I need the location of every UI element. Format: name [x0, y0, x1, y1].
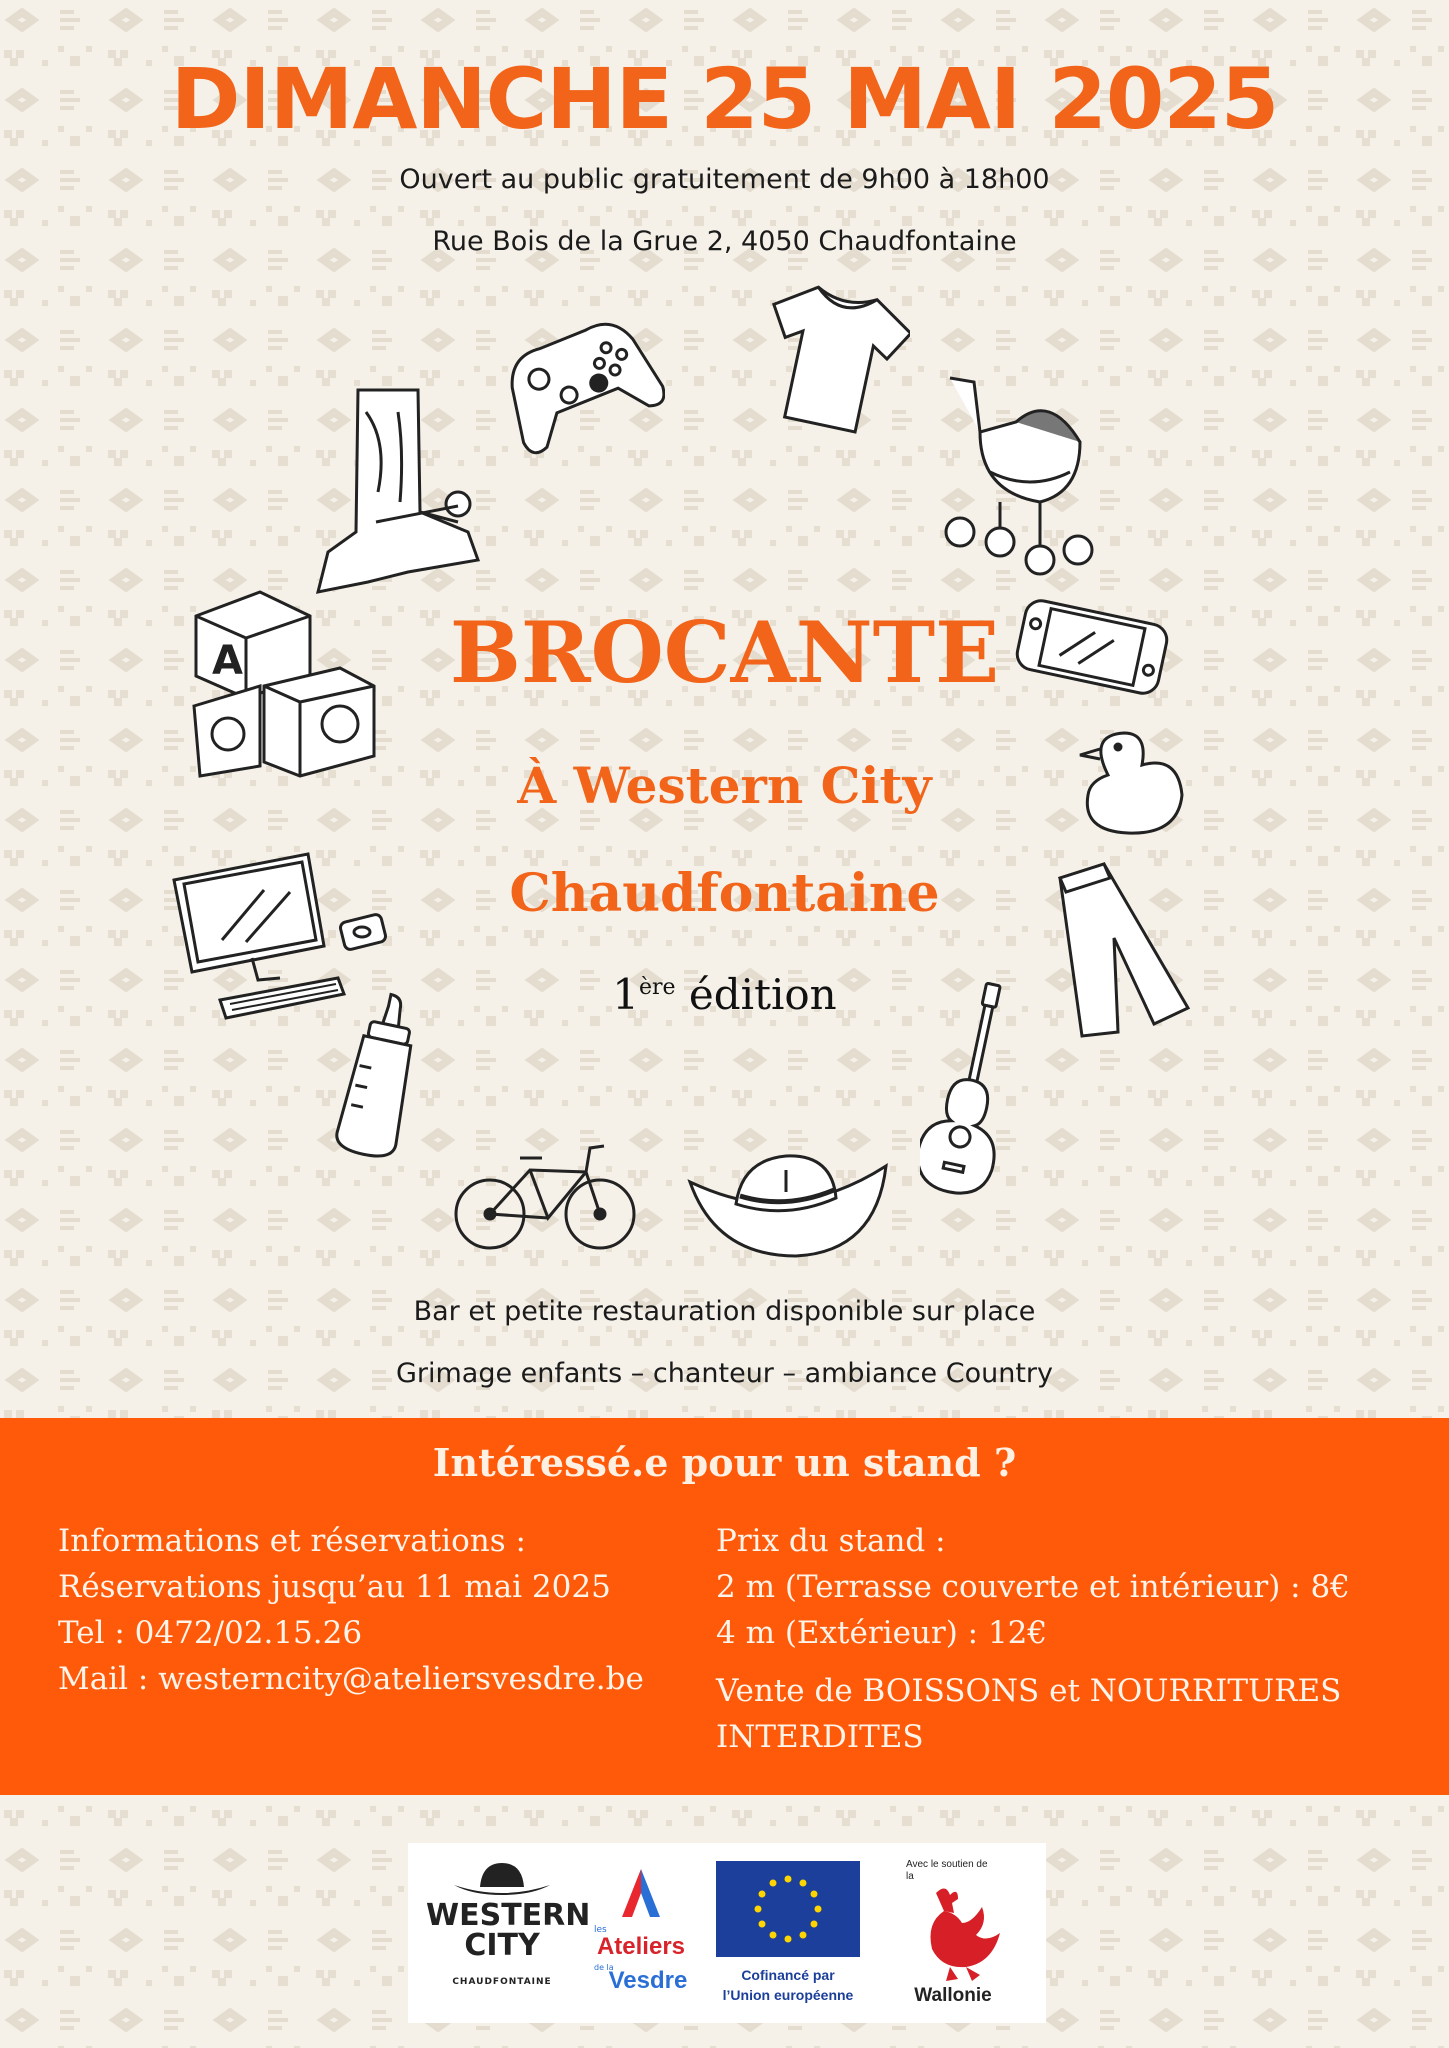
- cowboy-boot-icon: [308, 382, 498, 597]
- event-date: DIMANCHE 25 MAI 2025: [170, 50, 1279, 148]
- edition-word: édition: [675, 970, 837, 1019]
- eu-union: l’Union européenne: [722, 1987, 854, 2003]
- edition-label: [0, 970, 1449, 1019]
- address: Rue Bois de la Grue 2, 4050 Chaudfontaine: [432, 226, 1017, 257]
- sales-restriction-line2: INTERDITES: [716, 1719, 924, 1755]
- amenities-food: Bar et petite restauration disponible sur place: [413, 1296, 1036, 1327]
- ateliers-les: les: [594, 1925, 607, 1935]
- stand-info-panel: [0, 1418, 1449, 1795]
- event-location-line2: Chaudfontaine: [509, 863, 940, 924]
- gamepad-icon: [495, 302, 665, 462]
- price-outdoor: 4 m (Extérieur) : 12€: [716, 1615, 1048, 1651]
- amenities-activities: Grimage enfants – chanteur – ambiance Country: [395, 1358, 1054, 1389]
- vesdre-word: Vesdre: [608, 1967, 688, 1994]
- event-title: BROCANTE: [449, 603, 1000, 702]
- edition-superscript: ère: [639, 975, 676, 1000]
- event-location-line1: À Western City: [517, 756, 932, 815]
- sponsor-logos: [408, 1843, 1046, 2023]
- wallonie-name: Wallonie: [914, 1985, 992, 2006]
- eu-flag-icon: [716, 1861, 860, 1957]
- svg-text:A: A: [212, 638, 243, 684]
- rooster-icon: [906, 1883, 1006, 1983]
- opening-hours: Ouvert au public gratuitement de 9h00 à 18h00: [399, 164, 1050, 195]
- ateliers-a-icon: [620, 1867, 662, 1919]
- eu-cofinance: Cofinancé par: [741, 1967, 835, 1983]
- western-city-logo: [426, 1859, 591, 2009]
- bicycle-icon: [450, 1132, 640, 1262]
- edition-number: 1: [612, 970, 639, 1019]
- wallonie-la: la: [906, 1871, 914, 1882]
- reservation-info-label: Informations et réservations :: [58, 1523, 526, 1559]
- wallonie-support: Avec le soutien de: [906, 1859, 988, 1870]
- sales-restriction-line1: Vente de BOISSONS et NOURRITURES: [716, 1673, 1342, 1709]
- ateliers-vesdre-logo: [586, 1859, 696, 2009]
- reservation-deadline: Réservations jusqu’au 11 mai 2025: [58, 1569, 611, 1605]
- ateliers-word: Ateliers: [596, 1933, 686, 1960]
- phone-number: Tel : 0472/02.15.26: [58, 1615, 363, 1651]
- stroller-icon: [930, 372, 1100, 582]
- tshirt-icon: [758, 278, 910, 438]
- western-city-word1: WESTERN: [426, 1898, 591, 1933]
- western-city-word2: CITY: [464, 1928, 540, 1963]
- stand-prices: [716, 1518, 1350, 1760]
- price-indoor: 2 m (Terrasse couverte et intérieur) : 8€: [716, 1569, 1350, 1605]
- wallonie-logo: [898, 1857, 1028, 2015]
- reservation-info: [58, 1518, 644, 1702]
- ateliers-de-la: de la: [594, 1963, 614, 1972]
- email-address: Mail : westerncity@ateliersvesdre.be: [58, 1661, 644, 1697]
- cowboy-hat-logo-icon: [452, 1859, 552, 1899]
- stand-heading: Intéressé.e pour un stand ?: [432, 1440, 1017, 1485]
- price-label: Prix du stand :: [716, 1523, 946, 1559]
- western-city-sub: CHAUDFONTAINE: [452, 1977, 552, 1987]
- cowboy-hat-icon: [686, 1152, 892, 1262]
- eu-logo: [708, 1861, 868, 2011]
